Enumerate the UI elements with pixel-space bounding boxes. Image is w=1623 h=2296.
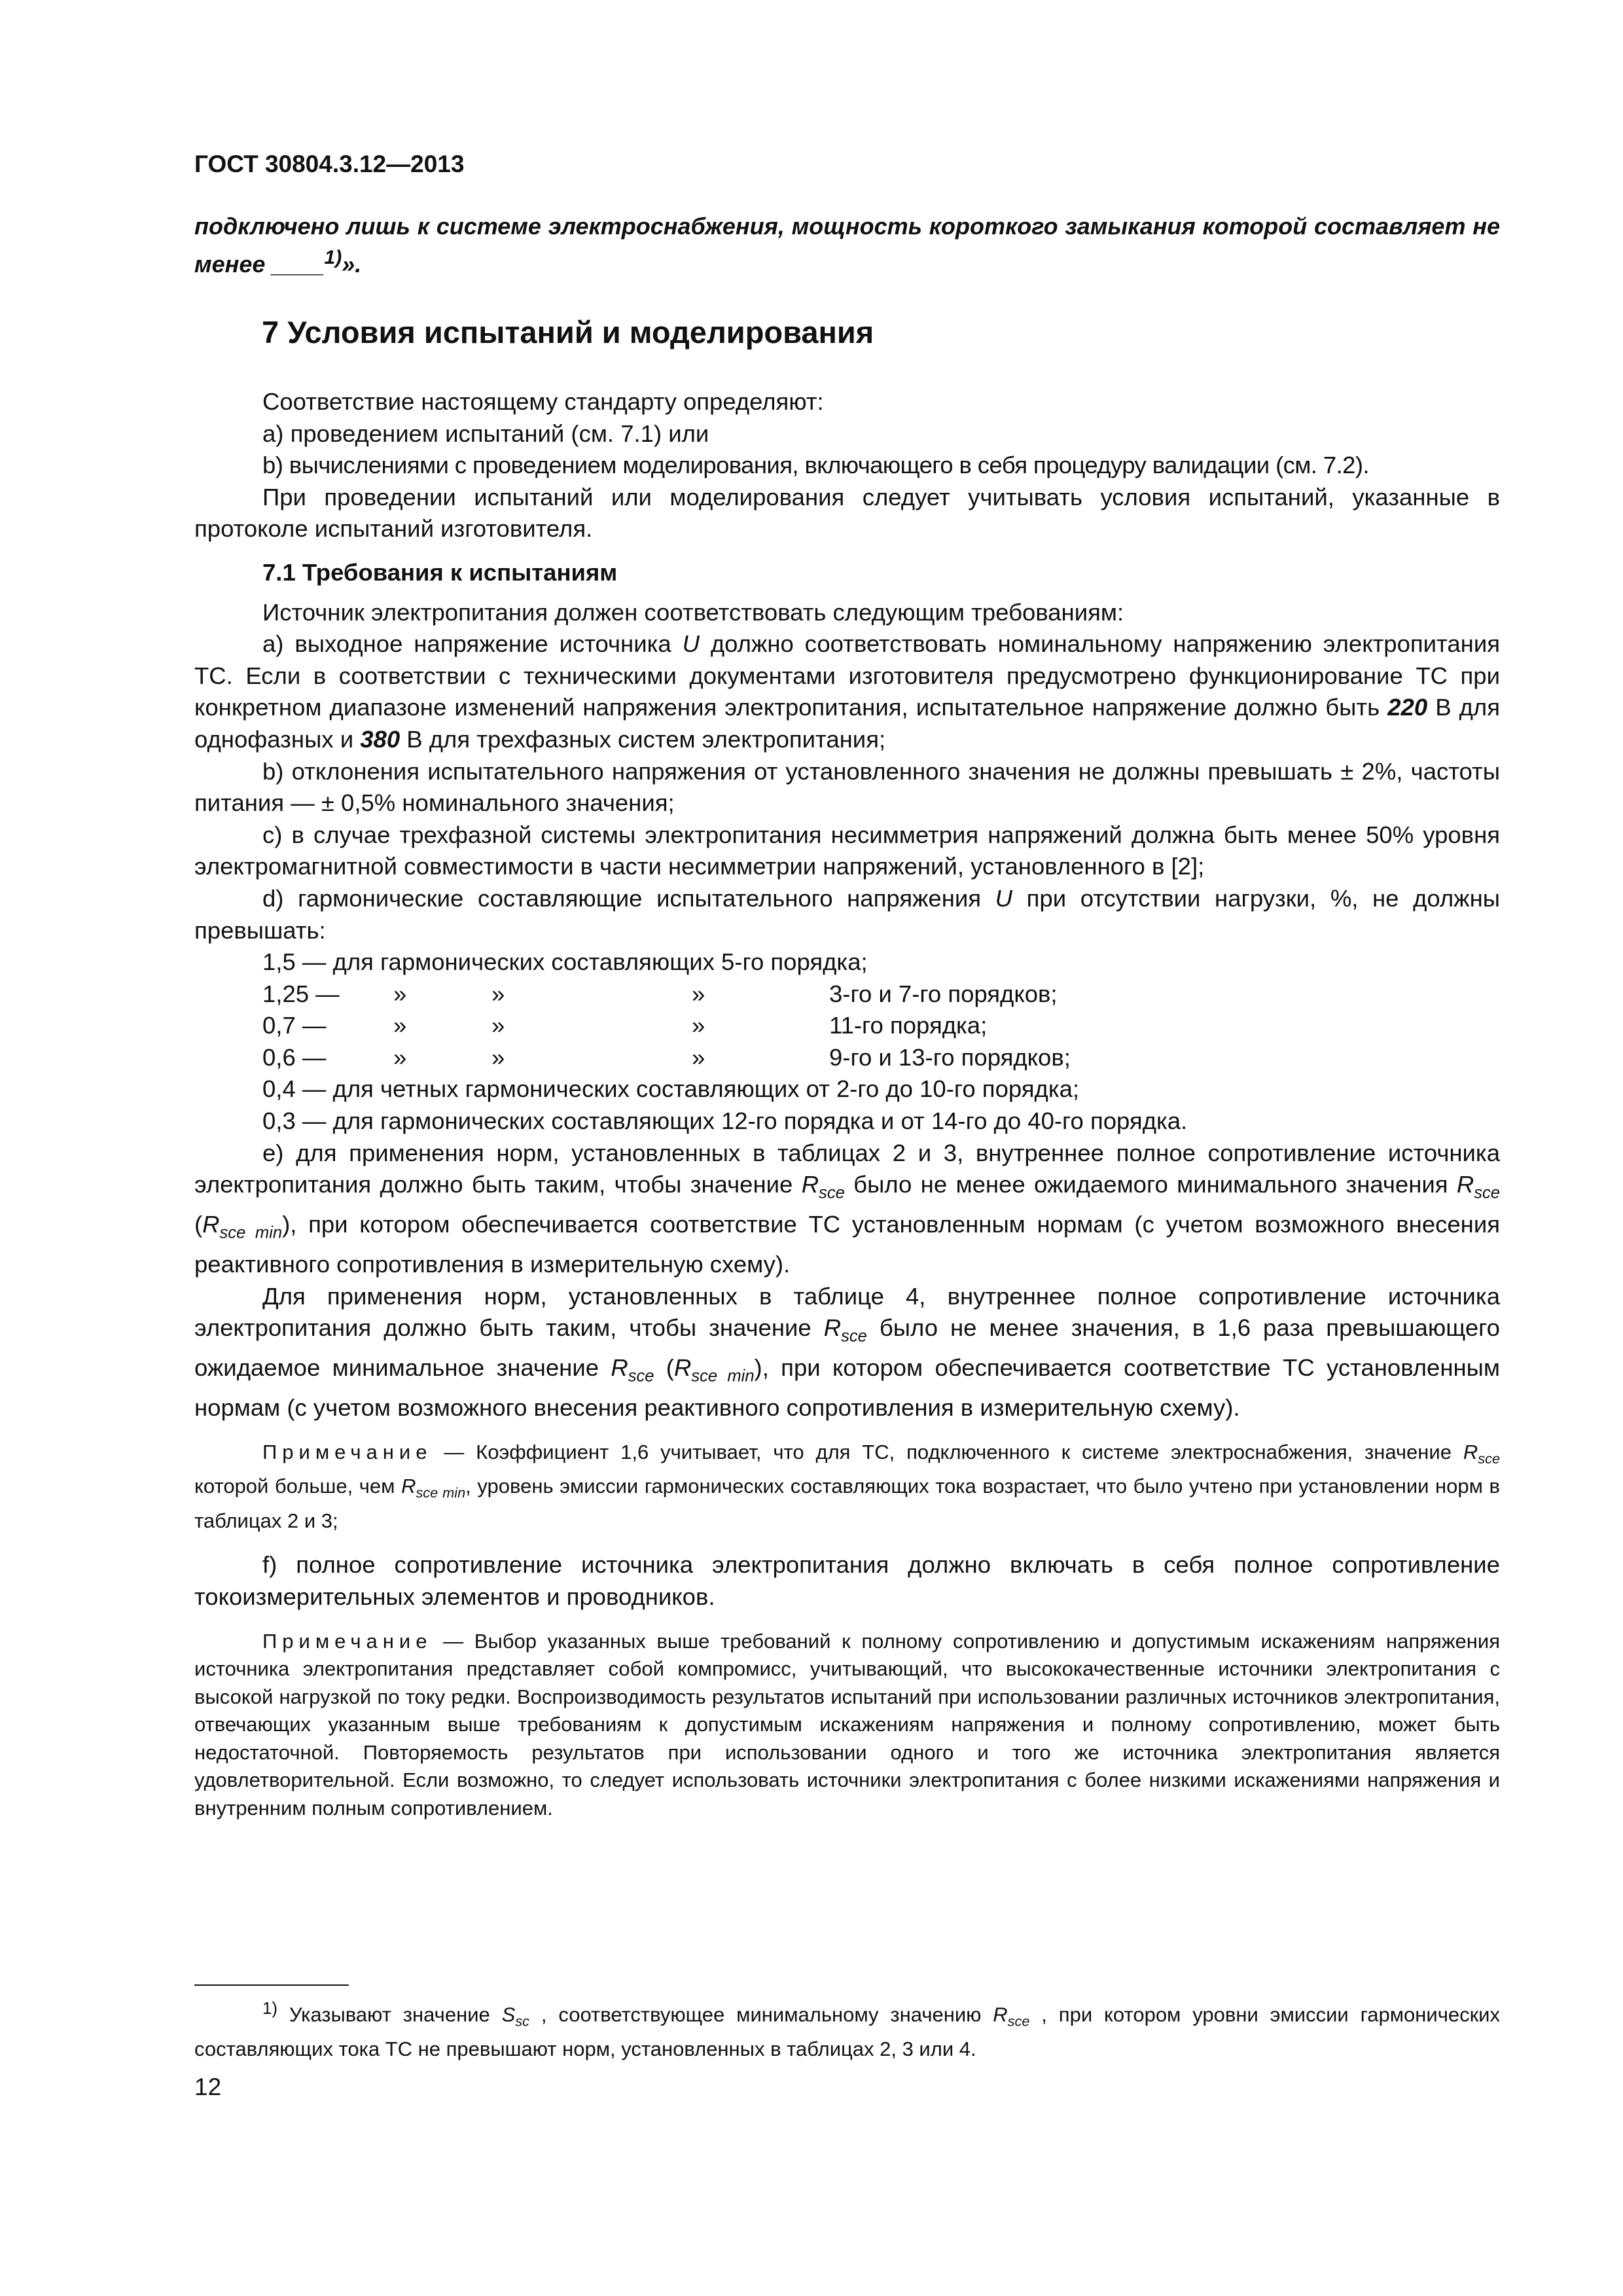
paragraph-table4: Для применения норм, установленных в таблице 4, внутреннее полное сопротивление источника электропитания должно быть таким, чтобы значение $R_{sce}$ было не менее значения, в 1,6 раза превышающего ожидаемое минимальное значение $R_{sce}$ $(R_{sce min})$, при котором обеспечивается соответствие ТС установленным нормам (с учетом возможного внесения реактивного сопротивления в измерительную схему). — [194, 1282, 1500, 1421]
paragraph: При проведении испытаний или моделирования следует учитывать условия испытаний, указанные в протоколе испытаний изготовителя. — [194, 483, 1500, 543]
harmonic-row: 0,6 — » » » 9-го и 13-го порядков; — [262, 1043, 1071, 1071]
paragraph: Источник электропитания должен соответствовать следующим требованиям: — [262, 598, 1124, 626]
section-title: 7 Условия испытаний и моделирования — [262, 315, 874, 350]
body-text — [194, 386, 1500, 1837]
intro-paragraph: подключено лишь к системе электроснабжения, мощность короткого замыкания которой составляет не менее ____$^{1)}$». — [194, 213, 1500, 278]
harmonic-row: 1,25 — » » » 3-го и 7-го порядков; — [262, 980, 1058, 1007]
paragraph: Соответствие настоящему стандарту определяют: — [262, 388, 824, 415]
harmonic-row: 0,7 — » » » 11-го порядка; — [262, 1012, 988, 1039]
requirement-b: b) отклонения испытательного напряжения от установленного значения не должны превышать ± 2%, частоты питания — ± 0,5% номинального значения; — [194, 757, 1500, 817]
page-number: 12 — [194, 2073, 222, 2100]
footnote: $^{1)}$ Указывают значение $S_{sc}$ , соответствующее минимальному значению $R_{sce}$ , при котором уровни эмиссии гармонических составляющих тока ТС не превышают норм, установленных в таблицах 2, 3 или 4. — [194, 2000, 1500, 2060]
requirement-d: d) гармонические составляющие испытательного напряжения U при отсутствии нагрузки, %, не должны превышать: — [194, 884, 1500, 944]
requirement-a: a) выходное напряжение источника U должно соответствовать номинальному напряжению электропитания ТС. Если в соответствии с техническими документами изготовителя предусмотрено функционирование ТС при конкретном диапазоне изменений напряжения электропитания, испытательное напряжение должно быть 220 В для однофазных и 380 В для трехфазных систем электропитания; — [194, 630, 1500, 753]
requirement-f: f) полное сопротивление источника электропитания должно включать в себя полное сопротивление токоизмерительных элементов и проводников. — [194, 1551, 1500, 1611]
harmonic-line: 1,5 — для гармонических составляющих 5-го порядка; — [262, 948, 868, 976]
list-item-b: b) вычислениями с проведением моделирования, включающего в себя процедуру валидации (см. 7.2). — [262, 452, 1369, 479]
subsection-title: 7.1 Требования к испытаниям — [262, 558, 618, 586]
list-item-a: a) проведением испытаний (см. 7.1) или — [262, 420, 709, 447]
footnote-separator — [194, 1984, 349, 1986]
requirement-c: c) в случае трехфазной системы электропитания несимметрия напряжений должна быть менее 50% уровня электромагнитной совместимости в части несимметрии напряжений, установленного в [2]; — [194, 821, 1500, 880]
note-1: Примечание — Коэффициент 1,6 учитывает, что для ТС, подключенного к системе электроснабжения, значение $R_{sce}$ которой больше, чем $R_{sce min}$, уровень эмиссии гармонических составляющих тока возрастает, что было учтено при установлении норм в таблицах 2 и 3; — [194, 1440, 1500, 1532]
document-header: ГОСТ 30804.3.12—2013 — [194, 151, 465, 177]
note-2: Примечание — Выбор указанных выше требований к полному сопротивлению и допустимым искажениям напряжения источника электропитания представляет собой компромисс, учитывающий, что высококачественные источники электропитания с высокой нагрузкой по току редки. Воспроизводимость результатов испытаний при использовании различных источников электропитания, отвечающих указанным выше требованиям к допустимым искажениям напряжения и полному сопротивлению, может быть недостаточной. Повторяемость результатов при использовании одного и того же источника электропитания является удовлетворительной. Если возможно, то следует использовать источники электропитания с более низкими искажениями напряжения и внутренним полным сопротивлением. — [194, 1629, 1500, 1820]
harmonic-line: 0,4 — для четных гармонических составляющих от 2-го до 10-го порядка; — [262, 1075, 1080, 1103]
harmonic-line: 0,3 — для гармонических составляющих 12-го порядка и от 14-го до 40-го порядка. — [262, 1107, 1188, 1135]
requirement-e: e) для применения норм, установленных в таблицах 2 и 3, внутреннее полное сопротивление источника электропитания должно быть таким, чтобы значение $R_{sce}$ было не менее ожидаемого минимального значения $R_{sce}$ $(R_{sce min})$, при котором обеспечивается соответствие ТС установленным нормам (с учетом возможного внесения реактивного сопротивления в измерительную схему). — [194, 1139, 1500, 1278]
